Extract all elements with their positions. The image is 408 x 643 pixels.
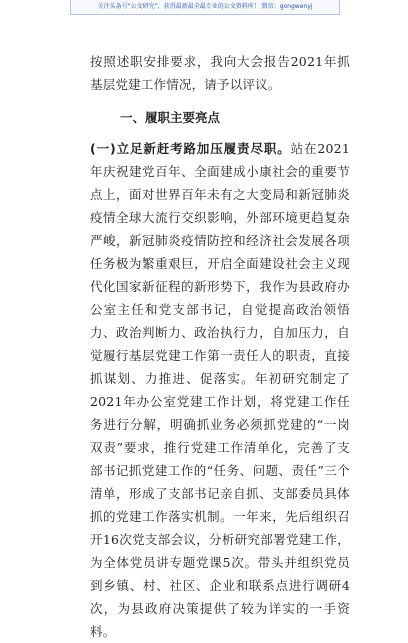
- intro-paragraph: 按照述职安排要求，我向大会报告2021年抓基层党建工作情况，请予以评议。: [90, 54, 350, 92]
- top-promo-banner: 关注头条号“公文研究”，获得最新最全最专业的公文资料库！ 微信：gongwenyj: [70, 0, 340, 15]
- paragraph-1-body: 站在2021年庆祝建党百年、全面建成小康社会的重要节点上，面对世界百年未有之大变局和新冠肺炎疫情全球大流行交织影响，外部环境更趋复杂严峻，新冠肺炎疫情防控和经济社会发展各项任务极为繁重艰巨，开启全面建设社会主义现代化国家新征程的新形势下，我作为县政府办公室主任和党支部书记，自觉提高政治领悟力、政治判断力、政治执行力，自加压力，自觉履行基层党建工作第一责任人的职责，直接抓谋划、力推进、促落实。年初研究制定了2021年办公室党建工作计划，将党建工作任务进行分解，明确抓业务必须抓党建的“一岗双责”要求，推行党建工作清单化，完善了支部书记抓党建工作的“任务、问题、责任”三个清单，形成了支部书记亲自抓、支部委员具体抓的党建工作落实机制。一年来，先后组织召开16次党支部会议，分析研究部署党建工作，为全体党员讲专题党课5次。带头并组织党员到乡镇、村、社区、企业和联系点进行调研4次，为县政府决策提供了较为详实的一手资料。: [90, 141, 350, 639]
- paragraph-1: [90, 137, 350, 643]
- section-heading: 一、履职主要亮点: [120, 110, 221, 125]
- document-page: [90, 50, 350, 643]
- paragraph-1-lead: (一)立足新赶考路加压履责尽职。: [90, 141, 291, 156]
